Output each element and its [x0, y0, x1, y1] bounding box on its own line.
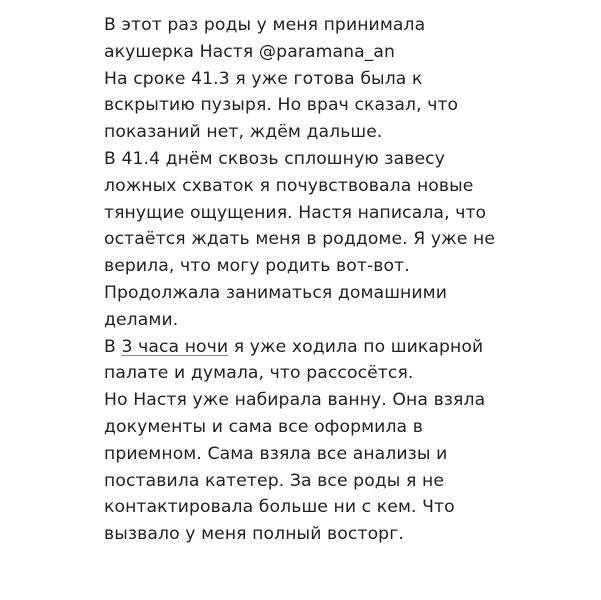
- text-line: Но Настя уже набирала ванну. Она взяла: [104, 390, 486, 411]
- text-line: остаётся ждать меня в роддоме. Я уже не: [104, 229, 496, 250]
- text-line: палате и думала, что рассосётся.: [104, 363, 414, 384]
- text-line: ложных схваток я почувствовала новые: [104, 175, 474, 196]
- text-line: вскрытию пузыря. Но врач сказал, что: [104, 95, 459, 116]
- text-line: Продолжала заниматься домашними: [104, 282, 447, 303]
- text-line: тянущие ощущения. Настя написала, что: [104, 202, 487, 223]
- text-line: делами.: [104, 309, 179, 330]
- text-line: поставила катетер. За все роды я не: [104, 470, 445, 491]
- text-line: вызвало у меня полный восторг.: [104, 524, 404, 545]
- text-line: приемном. Сама взяла все анализы и: [104, 443, 448, 464]
- text-line: акушерка Настя @paramana_an: [104, 41, 396, 62]
- text-line: В этот раз роды у меня принимала: [104, 15, 426, 35]
- text-segment: В: [104, 336, 122, 357]
- text-segment: я уже ходила по шикарной: [228, 336, 484, 357]
- text-line: показаний нет, ждём дальше.: [104, 122, 383, 143]
- underlined-time-text: 3 часа ночи: [121, 336, 229, 357]
- text-line: документы и сама все оформила в: [104, 416, 423, 437]
- text-line: контактировала больше ни с кем. Что: [104, 497, 455, 518]
- note-text-block: [104, 12, 594, 548]
- text-line: На сроке 41.3 я уже готова была к: [104, 68, 423, 89]
- text-line: верила, что могу родить вот-вот.: [104, 256, 410, 277]
- text-line: В 41.4 днём сквозь сплошную завесу: [104, 148, 445, 169]
- text-line-with-underline: [104, 334, 594, 361]
